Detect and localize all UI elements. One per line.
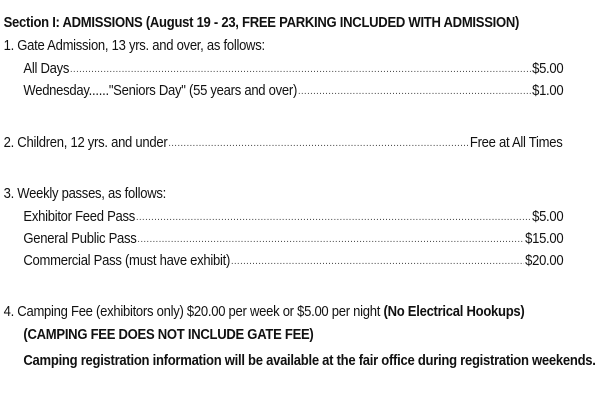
camping-note-gate-fee: (CAMPING FEE DOES NOT INCLUDE GATE FEE): [23, 327, 314, 343]
leader-dots: [70, 59, 531, 79]
gate-row-price: $5.00: [532, 61, 564, 77]
gate-admission-title: 1. Gate Admission, 13 yrs. and over, as follows:: [3, 38, 265, 54]
children-row: [4, 134, 563, 154]
weekly-passes-title: 3. Weekly passes, as follows:: [3, 186, 166, 202]
camping-note-registration: Camping registration information will be available at the fair office during registration weekends.: [23, 353, 596, 369]
weekly-row-label: General Public Pass: [23, 231, 137, 247]
camping-fee-line: [4, 303, 525, 321]
children-label: 2. Children, 12 yrs. and under: [3, 135, 168, 151]
gate-row-label: All Days: [23, 61, 70, 77]
leader-dots: [231, 251, 524, 271]
weekly-row-price: $20.00: [525, 253, 564, 269]
children-price: Free at All Times: [469, 135, 563, 151]
weekly-row-general-public: [23, 230, 563, 250]
weekly-row-exhibitor-feed: [23, 208, 563, 228]
camping-fee-bold: (No Electrical Hookups): [383, 304, 525, 320]
weekly-row-price: $15.00: [525, 231, 564, 247]
leader-dots: [298, 81, 531, 101]
weekly-row-price: $5.00: [532, 209, 564, 225]
camping-fee-text: 4. Camping Fee (exhibitors only) $20.00 per week or $5.00 per night: [3, 304, 381, 320]
leader-dots: [168, 133, 469, 153]
weekly-row-label: Commercial Pass (must have exhibit): [23, 253, 231, 269]
section-heading: Section I: ADMISSIONS (August 19 - 23, FREE PARKING INCLUDED WITH ADMISSION): [3, 15, 520, 31]
gate-row-label: Wednesday......"Seniors Day" (55 years and over): [23, 83, 298, 99]
gate-row-wednesday: [23, 82, 563, 102]
gate-row-price: $1.00: [532, 83, 564, 99]
leader-dots: [137, 229, 524, 249]
weekly-row-commercial: [23, 252, 563, 272]
weekly-row-label: Exhibitor Feed Pass: [23, 209, 136, 225]
gate-row-all-days: [23, 60, 563, 80]
leader-dots: [136, 207, 531, 227]
